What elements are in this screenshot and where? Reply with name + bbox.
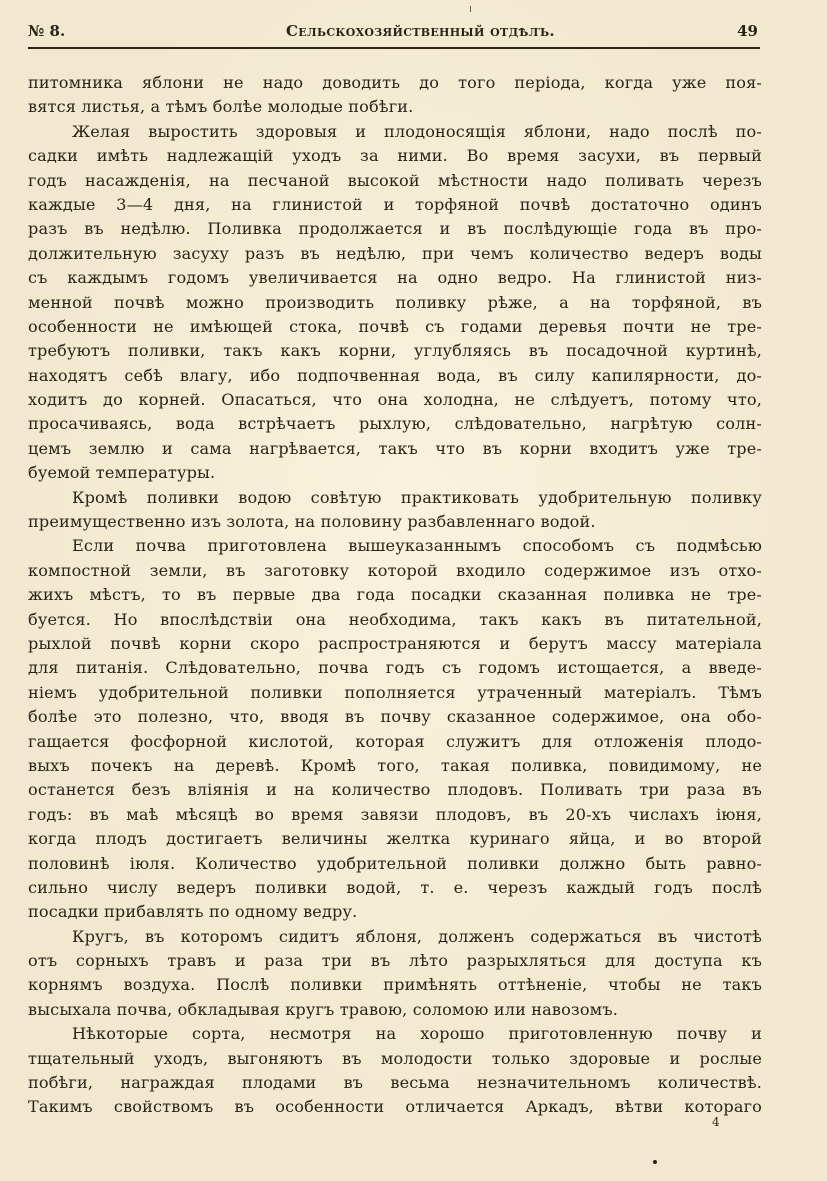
text-line: годъ насажденія, на песчаной высокой мѣстности надо поливать черезъ [28, 170, 762, 190]
body-text [28, 71, 762, 1120]
text-line: высыхала почва, обкладывая кругъ травою, соломою или навозомъ. [28, 999, 619, 1019]
running-header [28, 22, 758, 46]
text-line: преимущественно изъ золота, на половину разбавленнаго водой. [28, 512, 596, 532]
text-line: жихъ мѣстъ, то въ первые два года посадки сказанная поливка не тре- [28, 585, 762, 605]
text-line: садки имѣть надлежащій уходъ за ними. Во время засухи, въ первый [28, 146, 762, 166]
text-line: сильно числу ведеръ поливки водой, т. е. черезъ каждый годъ послѣ [28, 877, 762, 897]
text-line: Кромѣ поливки водою совѣтую практиковать удобрительную поливку [72, 487, 762, 507]
text-line: выхъ почекъ на деревѣ. Кромѣ того, такая поливка, повидимому, не [28, 755, 762, 775]
print-speck [653, 1160, 657, 1164]
text-line: Желая выростить здоровыя и плодоносящія яблони, надо послѣ по- [72, 121, 762, 141]
text-line: корнямъ воздуха. Послѣ поливки примѣнять оттѣненіе, чтобы не такъ [28, 975, 762, 995]
text-line: просачиваясь, вода встрѣчаетъ рыхлую, слѣдовательно, нагрѣтую солн- [28, 414, 762, 434]
text-line: разъ въ недѣлю. Поливка продолжается и въ послѣдующіе года въ про- [28, 219, 762, 239]
text-line: Кругъ, въ которомъ сидитъ яблоня, долженъ содержаться въ чистотѣ [72, 926, 762, 946]
text-line: ніемъ удобрительной поливки пополняется утраченный матеріалъ. Тѣмъ [28, 682, 762, 702]
text-line: Такимъ свойствомъ въ особенности отличается Аркадъ, вѣтви котораго [28, 1097, 762, 1117]
text-line: питомника яблони не надо доводить до того періода, когда уже поя- [28, 73, 762, 92]
text-line: особенности не имѣющей стока, почвѣ съ годами деревья почти не тре- [28, 316, 762, 336]
text-line: цемъ землю и сама нагрѣвается, такъ что въ корни входитъ уже тре- [28, 438, 762, 458]
text-line: болѣе это полезно, что, вводя въ почву сказанное содержимое, она обо- [28, 707, 762, 727]
print-mark [470, 6, 471, 12]
text-line: годъ: въ маѣ мѣсяцѣ во время завязи плодовъ, въ 20-хъ числахъ іюня, [28, 804, 762, 824]
text-line: ходитъ до корней. Опасаться, что она холодна, не слѣдуетъ, потому что, [28, 390, 762, 410]
text-line: должительную засуху разъ въ недѣлю, при чемъ количество ведеръ воды [28, 243, 762, 263]
text-line: буется. Но впослѣдствіи она необходима, такъ какъ въ питательной, [28, 609, 762, 629]
text-line: Нѣкоторые сорта, несмотря на хорошо приготовленную почву и [72, 1024, 762, 1044]
text-line: отъ сорныхъ травъ и раза три въ лѣто разрыхляться для доступа къ [28, 951, 762, 971]
text-line: вятся листья, а тѣмъ болѣе молодые побѣги. [28, 97, 414, 117]
signature-mark: 4 [712, 1115, 720, 1129]
text-line: требуютъ поливки, такъ какъ корни, углубляясь въ посадочной куртинѣ, [28, 341, 762, 361]
text-line: менной почвѣ можно производить поливку рѣже, а на торфяной, въ [28, 292, 762, 312]
text-line: Если почва приготовлена вышеуказаннымъ способомъ съ подмѣсью [72, 536, 762, 556]
text-line: когда плодъ достигаетъ величины желтка куринаго яйца, и во второй [28, 829, 762, 849]
text-line: компостной земли, въ заготовку которой входило содержимое изъ отхо- [28, 560, 762, 580]
text-line: каждые 3—4 дня, на глинистой и торфяной почвѣ достаточно одинъ [28, 194, 762, 214]
text-line: для питанія. Слѣдовательно, почва годъ съ годомъ истощается, а введе- [28, 658, 762, 678]
text-line: тщательный уходъ, выгоняютъ въ молодости только здоровые и рослые [28, 1048, 762, 1068]
text-line: съ каждымъ годомъ увеличивается на одно ведро. На глинистой низ- [28, 268, 762, 288]
section-title: Сельскохозяйственный отдѣлъ. [286, 22, 555, 40]
header-rule [28, 47, 760, 49]
text-line: половинѣ іюля. Количество удобрительной поливки должно быть равно- [28, 853, 762, 873]
text-line: останется безъ вліянія и на количество плодовъ. Поливать три раза въ [28, 780, 762, 800]
text-line: гащается фосфорной кислотой, которая служитъ для отложенія плодо- [28, 731, 762, 751]
text-line: рыхлой почвѣ корни скоро распространяются и берутъ массу матеріала [28, 633, 762, 653]
text-line: находятъ себѣ влагу, ибо подпочвенная вода, въ силу капилярности, до- [28, 365, 762, 385]
text-line: побѣги, награждая плодами въ весьма незначительномъ количествѣ. [28, 1073, 762, 1093]
issue-number: № 8. [28, 22, 66, 40]
page-number: 49 [737, 22, 758, 40]
text-line: буемой температуры. [28, 463, 216, 483]
text-line: посадки прибавлять по одному ведру. [28, 902, 358, 922]
